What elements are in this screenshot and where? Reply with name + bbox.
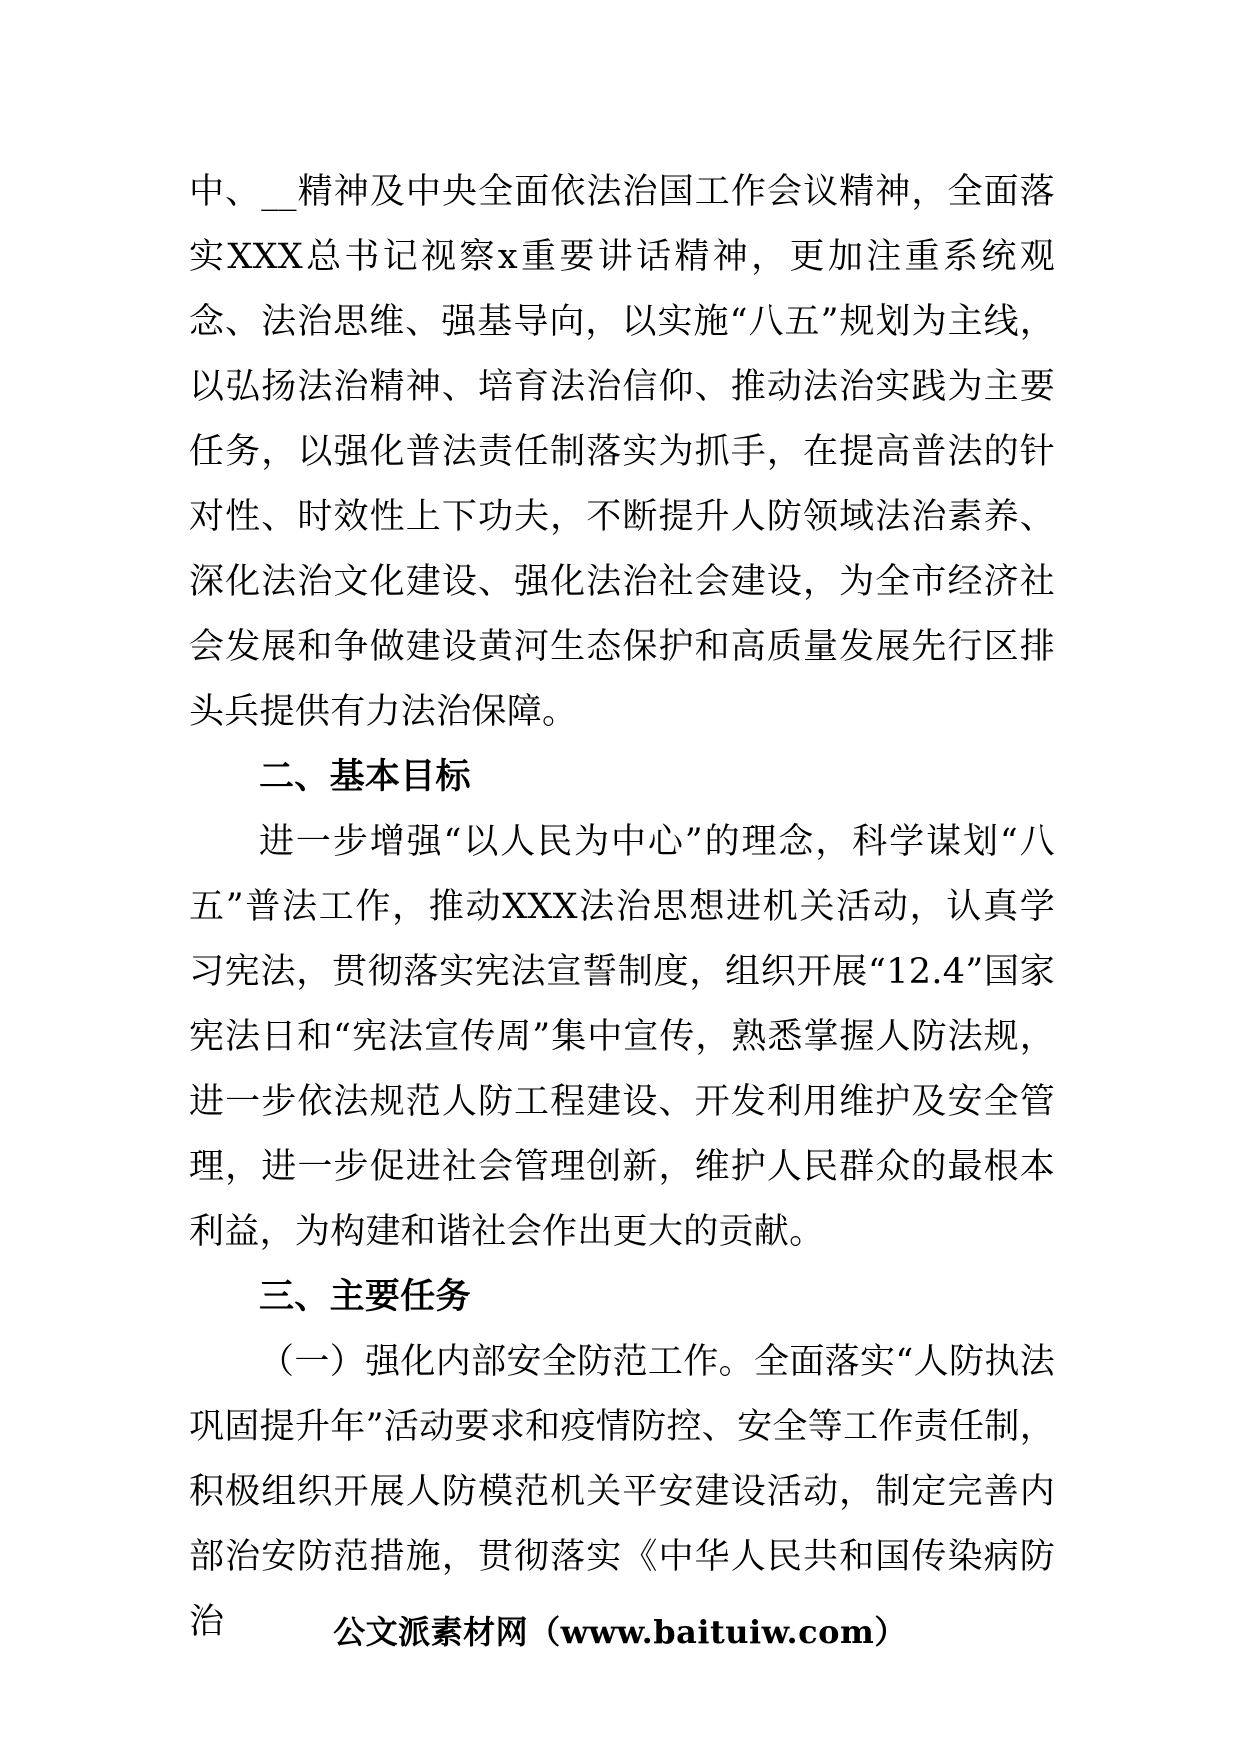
section-heading-basic-goals: 二、基本目标 — [259, 757, 471, 797]
section-heading-main-tasks: 三、主要任务 — [259, 1277, 471, 1317]
footer-watermark: 公文派素材网（www.baituiw.com） — [333, 1613, 907, 1651]
document-body — [189, 160, 1055, 1655]
paragraph-main-tasks-1: （一）强化内部安全防范工作。全面落实“人防执法巩固提升年”活动要求和疫情防控、安全等工作责任制，积极组织开展人防模范机关平安建设活动，制定完善内部治安防范措施，贯彻落实《中华人民共和国传染病防治 — [189, 1342, 1055, 1642]
paragraph-guiding-thought: 中、__精神及中央全面依法治国工作会议精神，全面落实XXX总书记视察x重要讲话精神，更加注重系统观念、法治思维、强基导向，以实施“八五”规划为主线，以弘扬法治精神、培育法治信仰、推动法治实践为主要任务，以强化普法责任制落实为抓手，在提高普法的针对性、时效性上下功夫，不断提升人防领域法治素养、深化法治文化建设、强化法治社会建设，为全市经济社会发展和争做建设黄河生态保护和高质量发展先行区排头兵提供有力法治保障。 — [189, 172, 1055, 732]
paragraph-basic-goals: 进一步增强“以人民为中心”的理念，科学谋划“八五”普法工作，推动XXX法治思想进机关活动，认真学习宪法，贯彻落实宪法宣誓制度，组织开展“12.4”国家宪法日和“宪法宣传周”集中宣传，熟悉掌握人防法规，进一步依法规范人防工程建设、开发利用维护及安全管理，进一步促进社会管理创新，维护人民群众的最根本利益，为构建和谐社会作出更大的贡献。 — [189, 822, 1055, 1252]
